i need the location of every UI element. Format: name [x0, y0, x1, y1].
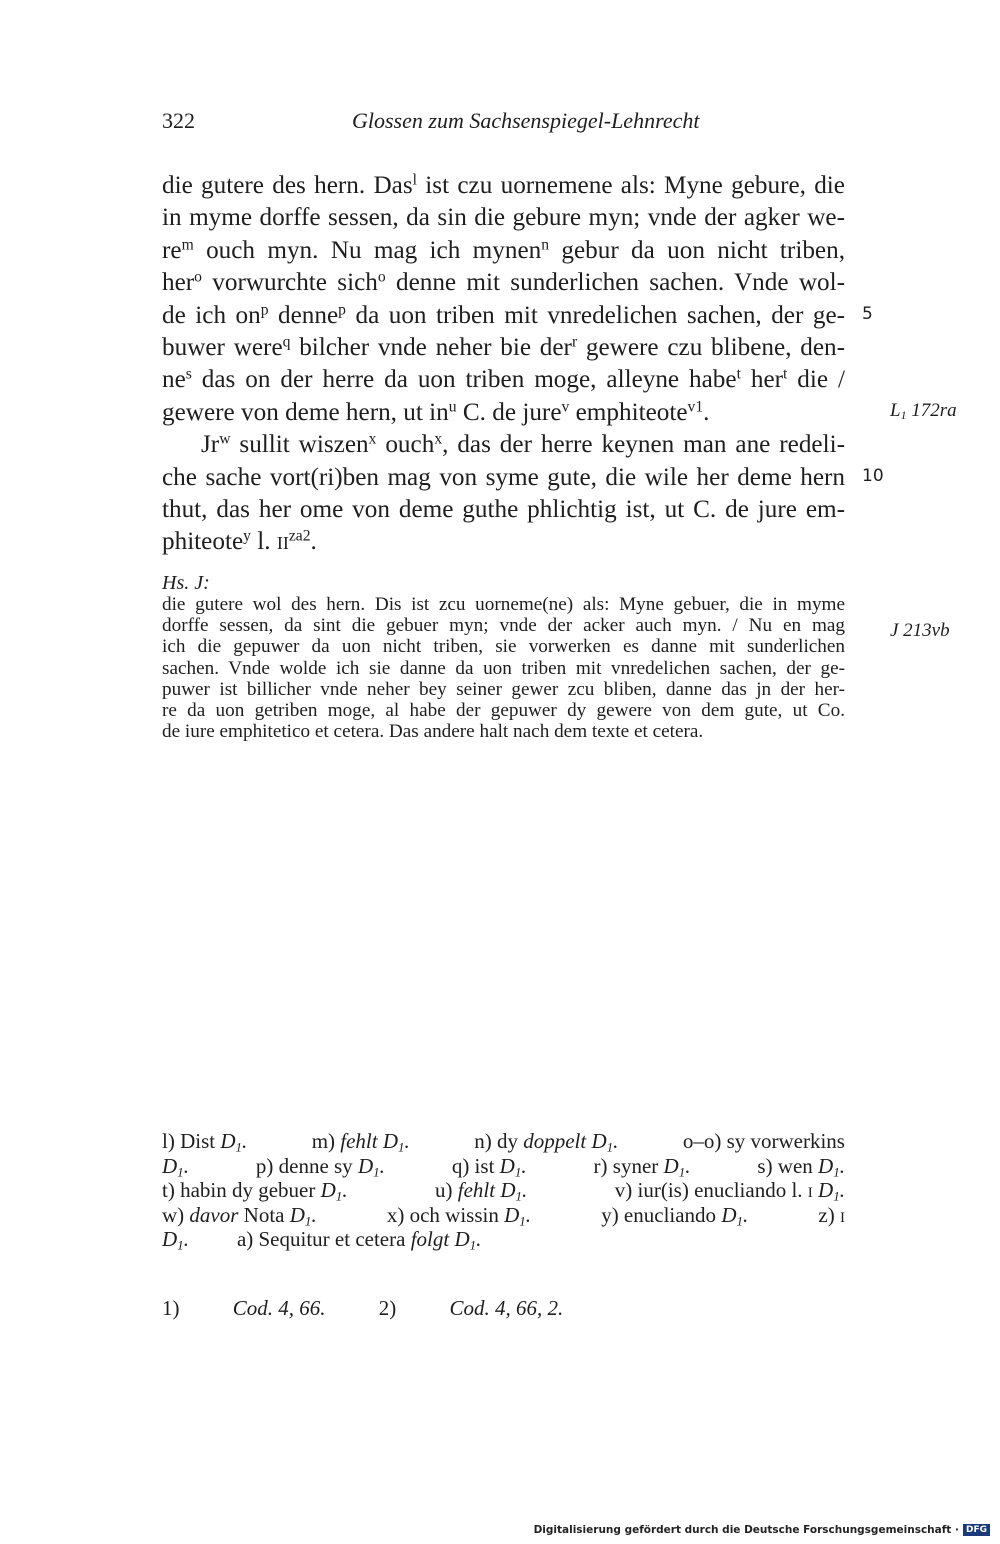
apparatus-note-v: v) iur(is) enucliando l. i $D_1$.: [614, 1178, 845, 1204]
manuscript-line: die gutere wol des hern. Dis ist zcu uorneme(ne) als: Myne gebuer, die in myme: [162, 594, 845, 615]
text-line-1: die gutere des hern. Das$^l$ ist czu uornemene als: Myne gebure, die: [162, 171, 845, 199]
apparatus-note-o-end: $D_1$.: [162, 1153, 189, 1179]
apparatus-note-a: a) Sequitur et cetera folgt $D_1$.: [236, 1227, 482, 1253]
footnote-2: 2) Cod. 4, 66, 2.: [378, 1296, 564, 1320]
text-line-8: gewere von deme hern, ut $in^u$ C. de jure$^v$ emphiteote$^{v1}$.: [162, 398, 710, 426]
apparatus-note-r: r) syner $D_1$.: [593, 1153, 691, 1179]
funding-note: [534, 1524, 990, 1536]
apparatus-note-z-end: $D_1$.: [162, 1227, 189, 1253]
apparatus-note-o: o–o) sy vorwerkins: [682, 1129, 845, 1153]
critical-apparatus: [162, 1129, 845, 1252]
apparatus-note-m: m) fehlt $D_1$.: [311, 1129, 410, 1155]
folio-reference-L1: $L_1$ 172ra: [890, 400, 957, 422]
apparatus-note-x: x) och wissin $D_1$.: [386, 1202, 532, 1229]
apparatus-note-l: l) Dist $D_1$.: [162, 1129, 248, 1155]
apparatus-line-1: [162, 1129, 845, 1154]
text-line-12: phiteote$^y$ l. $ii^{za2}$.: [162, 527, 317, 556]
text-line-6: buwer were$^q$ bilcher vnde neher bie der$^r$ gewere czu blibene, den-: [162, 333, 845, 362]
text-line-5: de ich $on^p$ denne$^p$ da uon triben mit vnredelichen sachen, der ge-: [162, 301, 846, 329]
text-line-11: thut, das her ome von deme guthe phlichtig ist, ut C. de jure em-: [162, 496, 845, 524]
apparatus-note-t: t) habin dy gebuer $D_1$.: [162, 1178, 348, 1204]
text-line-4: her$^o$ vorwurchte sich$^o$ denne mit sunderlichen sachen. Vnde wol-: [162, 268, 845, 297]
source-footnotes: [162, 1296, 563, 1321]
manuscript-line: ich die gepuwer da uon nicht triben, sie vorwerken es danne mit sunderlichen: [162, 636, 845, 658]
apparatus-note-s: s) wen $D_1$.: [757, 1153, 845, 1179]
apparatus-note-p: p) denne sy $D_1$.: [255, 1153, 385, 1179]
apparatus-line-2: [162, 1154, 845, 1179]
manuscript-line: de iure emphitetico et cetera. Das andere halt nach dem texte et cetera.: [162, 721, 704, 743]
main-paragraph-2: [162, 429, 845, 559]
apparatus-note-u: u) fehlt $D_1$.: [435, 1178, 528, 1204]
dfg-logo-icon: DFG: [963, 1524, 990, 1536]
text-line-3: $re^m$ ouch myn. Nu mag ich mynen$^n$ gebur da uon nicht triben,: [162, 236, 845, 264]
running-title: Glossen zum Sachsenspiegel-Lehnrecht: [352, 108, 700, 133]
manuscript-line: dorffe sessen, da sint die gebuer myn; vnde der acker auch myn. / Nu en mag: [162, 615, 845, 637]
page-number: 322: [162, 108, 195, 133]
apparatus-line-3: [162, 1178, 845, 1203]
manuscript-label: Hs. J:: [162, 572, 210, 594]
apparatus-note-w: w) davor Nota $D_1$.: [162, 1202, 317, 1229]
text-line-7: $ne^s$ das on der herre da uon triben moge, alleyne habe$^t$ her$^t$ die /: [162, 365, 845, 394]
manuscript-line: re da uon getriben moge, al habe der gepuwer dy gewere von dem gute, ut Co.: [162, 700, 845, 722]
apparatus-note-n: n) dy doppelt $D_1$.: [474, 1129, 619, 1155]
apparatus-note-z: z) i: [818, 1202, 845, 1227]
manuscript-line: puwer ist billicher vnde neher bey seiner gewer zcu bliben, danne das jn der her-: [162, 678, 845, 700]
line-number-5: 5: [862, 304, 873, 324]
manuscript-line: sachen. Vnde wolde ich sie danne da uon triben mit vnredelichen sachen, der ge-: [162, 657, 845, 679]
apparatus-note-y: y) enucliando $D_1$.: [601, 1202, 749, 1229]
apparatus-line-4: [162, 1203, 845, 1228]
line-number-10: 10: [862, 466, 884, 486]
text-line-10: che sache vort(ri)ben mag von syme gute, die wile her deme hern: [162, 463, 845, 491]
text-line-2: in myme dorffe sessen, da sin die gebure myn; vnde der agker we-: [162, 204, 845, 232]
manuscript-text: [162, 594, 845, 742]
main-text: [162, 170, 845, 559]
text-line-9: Jr$^w$ sullit wiszen$^x$ ouch$^x$, das der herre keynen man ane redeli-: [201, 430, 845, 459]
footnote-1: 1) Cod. 4, 66.: [162, 1296, 326, 1320]
apparatus-line-5: [162, 1227, 845, 1252]
folio-reference-J: J 213vb: [890, 620, 950, 641]
funding-text: Digitalisierung gefördert durch die Deutsche Forschungsgemeinschaft ·: [533, 1524, 959, 1536]
apparatus-note-q: q) ist $D_1$.: [451, 1153, 527, 1179]
main-paragraph-1: [162, 170, 845, 429]
